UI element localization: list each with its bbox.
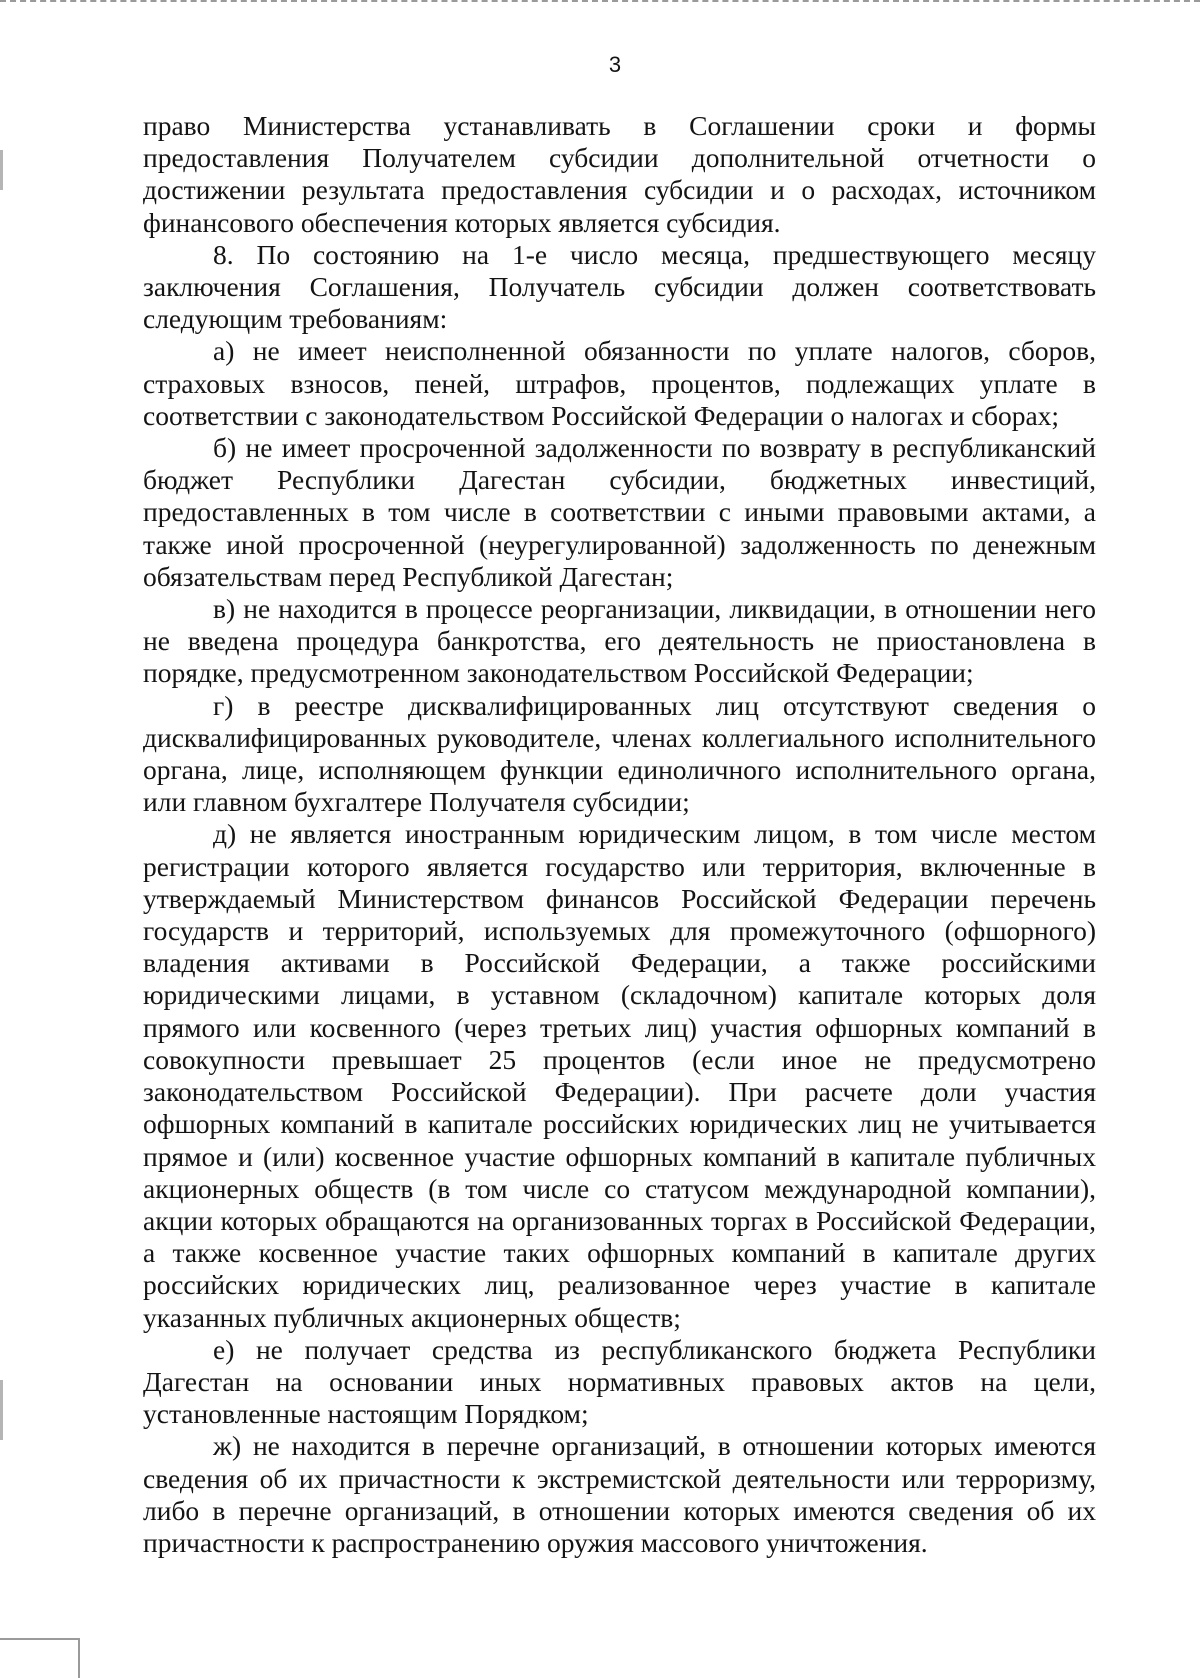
scan-top-border <box>0 0 1200 6</box>
paragraph-subitem-zh: ж) не находится в перечне организаций, в отношении которых имеются сведения об их причастности к экстремистской деятельности или терроризму, либо в перечне организаций, в отношении которых имеются сведения об их причастности к распространению оружия массового уничтожения. <box>143 1430 1096 1558</box>
paragraph-subitem-e: е) не получает средства из республиканского бюджета Республики Дагестан на основании иных нормативных правовых актов на цели, установленные настоящим Порядком; <box>143 1333 1096 1430</box>
scan-left-edge-mark <box>0 150 3 190</box>
paragraph-continuation: право Министерства устанавливать в Соглашении сроки и формы предоставления Получателем субсидии дополнительной отчетности о достижении результата предоставления субсидии и о расходах, источником финансового обеспечения которых является субсидия. <box>143 110 1096 238</box>
scan-bottom-corner-mark <box>0 1638 80 1678</box>
paragraph-subitem-v: в) не находится в процессе реорганизации, ликвидации, в отношении него не введена процедура банкротства, его деятельность не приостановлена в порядке, предусмотренном законодательством Российской Федерации; <box>143 593 1096 689</box>
paragraph-subitem-g: г) в реестре дисквалифицированных лиц отсутствуют сведения о дисквалифицированных руководителе, членах коллегиального исполнительного органа, лице, исполняющем функции единоличного исполнительного органа, или главном бухгалтере Получателя субсидии; <box>143 689 1096 818</box>
scan-left-edge-mark <box>0 1380 3 1440</box>
paragraph-subitem-a: а) не имеет неисполненной обязанности по уплате налогов, сборов, страховых взносов, пеней, штрафов, процентов, подлежащих уплате в соответствии с законодательством Российской Федерации о налогах и сборах; <box>143 335 1096 431</box>
page-number: 3 <box>608 52 622 77</box>
document-body <box>143 110 1096 1559</box>
paragraph-subitem-b: б) не имеет просроченной задолженности по возврату в республиканский бюджет Республики Дагестан субсидии, бюджетных инвестиций, предоставленных в том числе в соответствии с иными правовыми актами, а также иной просроченной (неурегулированной) задолженность по денежным обязательствам перед Республикой Дагестан; <box>143 432 1096 592</box>
paragraph-item-8: 8. По состоянию на 1-е число месяца, предшествующего месяцу заключения Соглашения, Получатель субсидии должен соответствовать следующим требованиям: <box>143 238 1096 335</box>
paragraph-subitem-d: д) не является иностранным юридическим лицом, в том числе местом регистрации которого является государство или территория, включенные в утверждаемый Министерством финансов Российской Федерации перечень государств и территорий, используемых для промежуточного (офшорного) владения активами в Российской Федерации, а также российскими юридическими лицами, в уставном (складочном) капитале которых доля прямого или косвенного (через третьих лиц) участия офшорных компаний в совокупности превышает 25 процентов (если иное не предусмотрено законодательством Российской Федерации). При расчете доли участия офшорных компаний в капитале российских юридических лиц не учитывается прямое и (или) косвенное участие офшорных компаний в капитале публичных акционерных обществ (в том числе со статусом международной компании), акции которых обращаются на организованных торгах в Российской Федерации, а также косвенное участие таких офшорных компаний в капитале других российских юридических лиц, реализованное через участие в капитале указанных публичных акционерных обществ; <box>143 818 1096 1333</box>
